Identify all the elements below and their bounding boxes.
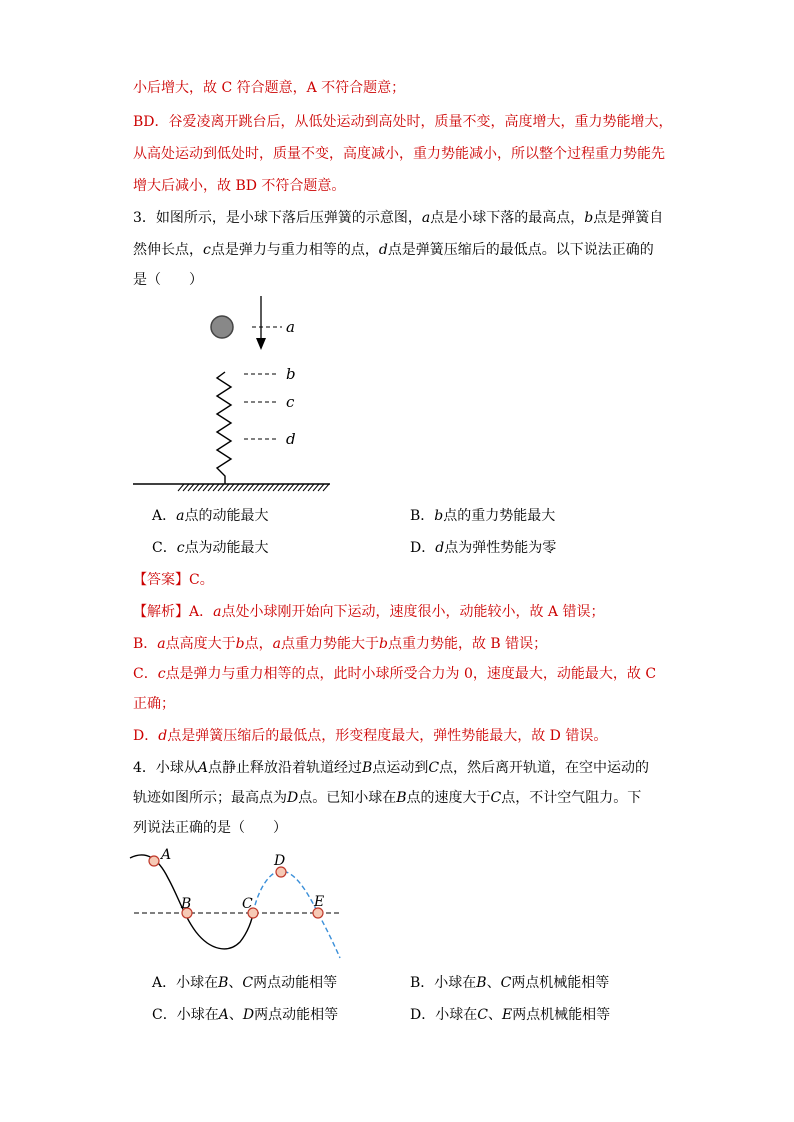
q3-stem-line-1: 3．如图所示，是小球下落后压弹簧的示意图，a点是小球下落的最高点，b点是弹簧自 [133, 210, 664, 226]
q4-option-b[interactable]: B．小球在B、C两点机械能相等 [410, 975, 610, 991]
label-b: b [286, 365, 296, 383]
q3-answer: 【答案】C。 [133, 572, 214, 588]
q4-option-c[interactable]: C．小球在A、D两点动能相等 [152, 1007, 339, 1023]
label-D: D [274, 853, 286, 869]
label-B: B [181, 896, 192, 912]
spring [217, 372, 231, 484]
label-E: E [314, 894, 325, 910]
label-c: c [286, 393, 295, 411]
q3-option-a[interactable]: A．a点的动能最大 [152, 508, 269, 524]
q3-analysis-b: B．a点高度大于b点，a点重力势能大于b点重力势能，故 B 错误； [133, 636, 548, 652]
q3-analysis-c-cont: 正确； [133, 696, 175, 712]
ball [211, 316, 233, 338]
q4-option-a[interactable]: A．小球在B、C两点动能相等 [152, 975, 338, 991]
q3-stem-line-3: 是（ ） [133, 272, 203, 288]
q3-analysis-c: C．c点是弹力与重力相等的点，此时小球所受合力为 0，速度最大，动能最大，故 C [133, 666, 657, 682]
spring-figure [130, 292, 340, 502]
prev-line-4: 增大后减小，故 BD 不符合题意。 [133, 178, 346, 194]
q3-option-b[interactable]: B．b点的重力势能最大 [410, 508, 556, 524]
q3-analysis-a: 【解析】A．a点处小球刚开始向下运动，速度很小，动能较小，故 A 错误； [133, 604, 605, 620]
label-d: d [286, 430, 296, 448]
q3-option-c[interactable]: C．c点为动能最大 [152, 540, 269, 556]
prev-line-1: 小后增大，故 C 符合题意，A 不符合题意； [133, 80, 406, 96]
track-figure [126, 846, 346, 964]
q4-stem-line-1: 4．小球从A点静止释放沿着轨道经过B点运动到C点，然后离开轨道，在空中运动的 [133, 760, 650, 776]
label-A: A [161, 847, 172, 863]
ball-a [149, 856, 159, 866]
ground-hatch [178, 484, 329, 491]
prev-line-3: 从高处运动到低处时，质量不变，高度减小，重力势能减小，所以整个过程重力势能先 [133, 146, 665, 162]
q4-option-d[interactable]: D．小球在C、E两点机械能相等 [410, 1007, 611, 1023]
q3-option-d[interactable]: D．d点为弹性势能为零 [410, 540, 557, 556]
label-C: C [242, 896, 253, 912]
q3-analysis-d: D．d点是弹簧压缩后的最低点，形变程度最大，弹性势能最大，故 D 错误。 [133, 728, 608, 744]
label-a: a [286, 318, 295, 336]
q4-stem-line-3: 列说法正确的是（ ） [133, 820, 287, 836]
q4-stem-line-2: 轨迹如图所示；最高点为D点。已知小球在B点的速度大于C点，不计空气阻力。下 [133, 790, 642, 806]
prev-line-2: BD．谷爱凌离开跳台后，从低处运动到高处时，质量不变，高度增大，重力势能增大， [133, 114, 673, 130]
fall-arrow-head [256, 338, 266, 350]
track-curve [130, 855, 253, 949]
q3-stem-line-2: 然伸长点，c点是弹力与重力相等的点，d点是弹簧压缩后的最低点。以下说法正确的 [133, 242, 654, 258]
trajectory-dash [253, 871, 340, 958]
